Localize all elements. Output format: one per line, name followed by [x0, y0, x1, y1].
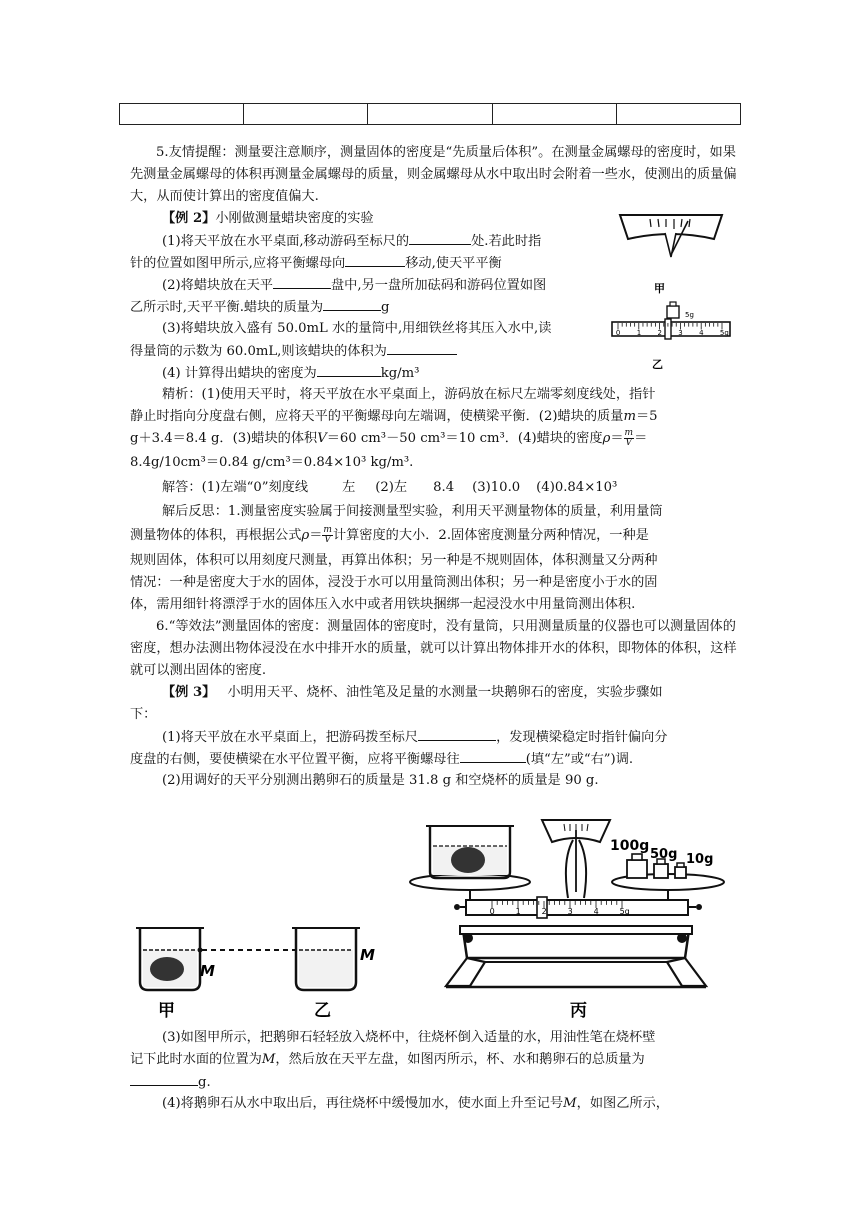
beaker-jia: [136, 928, 215, 990]
text: ，然后放在天平左盘，如图丙所示，杯、水和鹅卵石的总质量为: [275, 1052, 645, 1067]
text: ＝60 cm³－50 cm³＝10 cm³．(4)蜡块的密度: [326, 431, 603, 446]
text: 度盘的右侧，要使横梁在水平位置平衡，应将平衡螺母往: [130, 752, 460, 767]
example2-tag: 【例 2】: [162, 211, 216, 226]
example3-tag: 【例 3】: [162, 685, 216, 700]
answer-blank: [130, 1071, 198, 1086]
answer-blank: [409, 230, 471, 245]
example3-s3-line2: [130, 1049, 645, 1071]
text: (1)将天平放在水平桌面上，把游码拨至标尺: [162, 730, 419, 745]
analysis-line3: [130, 428, 647, 450]
example2-q3-line2: [130, 340, 457, 363]
symbol-rho: ρ: [602, 431, 611, 446]
ruler-tick-label: 4: [593, 907, 599, 916]
text: (1)将天平放在水平桌面,移动游码至标尺的: [162, 234, 410, 249]
reflection-line1: 解后反思：1.测量密度实验属于间接测量型实验，利用天平测量物体的质量，利用量筒: [162, 504, 663, 519]
text: (1)左端“0”刻度线: [201, 480, 309, 495]
text: 针的位置如图甲所示,应将平衡螺母向: [130, 256, 346, 271]
ruler-tick-label: 1: [515, 907, 521, 916]
answer-blank: [418, 726, 496, 741]
symbol-m: m: [623, 409, 636, 424]
ruler-tick-label: 5g: [719, 329, 729, 337]
weight: [667, 302, 694, 319]
example2-figure: [610, 205, 735, 375]
text: (4) 计算得出蜡块的密度为: [162, 366, 317, 381]
text: 移动,使天平平衡: [405, 256, 502, 271]
text: g.: [198, 1075, 211, 1090]
text: 盘中,另一盘所加砝码和游码位置如图: [331, 278, 547, 293]
text: 计算密度的大小．2.固体密度测量分两种情况，一种是: [332, 528, 649, 543]
unit: kg/m³: [380, 366, 420, 381]
text: ＝: [309, 528, 323, 543]
beaker-yi: [292, 928, 375, 990]
example3-s3-line1: (3)如图甲所示，把鹅卵石轻轻放入烧杯中，往烧杯倒入适量的水，用油性笔在烧杯壁: [162, 1030, 656, 1045]
ruler-tick-label: 0: [615, 329, 621, 337]
text: ＝: [610, 431, 624, 446]
text: 测量物体的体积，再根据公式: [130, 528, 302, 543]
example3-s2: (2)用调好的天平分别测出鹅卵石的质量是 31.8 g 和空烧杯的质量是 90 g.: [162, 773, 599, 788]
text: 静止时指向分度盘右侧，应将天平的平衡螺母向左端调，使横梁平衡．(2)蜡块的质量: [130, 409, 624, 424]
text: g＋3.4＝8.4 g．(3)蜡块的体积: [130, 431, 318, 446]
example3-heading: [162, 682, 663, 704]
text: g: [381, 300, 390, 315]
reflection-line4: 情况：一种是密度大于水的固体，浸没于水可以用量筒测出体积；另一种是密度小于水的固: [130, 575, 658, 590]
ruler-tick-label: 1: [636, 329, 642, 337]
pebble: [150, 957, 184, 981]
answer-blank: [317, 362, 381, 377]
balance-bing: [410, 820, 724, 987]
example2-q3-line1: [162, 318, 551, 340]
example3-title: 小明用天平、烧杯、油性笔及足量的水测量一块鹅卵石的密度，实验步骤如: [227, 685, 663, 700]
reflection-line3: 规则固体，体积可以用刻度尺测量，再算出体积；另一种是不规则固体，体积测量又分两种: [130, 553, 658, 568]
example2-q2-line1: [162, 274, 546, 297]
ruler-tick-label: 2: [657, 329, 662, 337]
weight-10g-label: 10g: [686, 852, 714, 867]
symbol-v: V: [317, 431, 327, 446]
answer-blank: [273, 274, 331, 289]
example3-s1-line2: [130, 748, 633, 771]
text: ，如图乙所示，: [576, 1096, 669, 1111]
analysis-line4: 8.4g/10cm³＝0.84 g/cm³＝0.84×10³ kg/m³.: [130, 455, 414, 470]
numerator: m: [624, 428, 634, 438]
ruler-tick-label: 0: [489, 907, 495, 916]
example2-q1-line1: [162, 230, 541, 253]
answer-blank: [387, 340, 457, 355]
text: 解答：: [162, 480, 202, 495]
denominator: V: [625, 438, 633, 448]
text: ＝5: [635, 409, 658, 424]
text: (2)将蜡块放在天平: [162, 278, 273, 293]
text: (3)将蜡块放入盛有 50.0mL 水的量筒中,用细铁丝将其压入水中,读: [162, 321, 552, 336]
label-jia: 甲: [158, 1001, 175, 1021]
example2-heading: [162, 208, 374, 230]
ruler-tick-label: 4: [699, 329, 704, 337]
fraction-m-over-v: [624, 429, 635, 448]
pebble: [451, 847, 485, 873]
reflection-line5: 体，需用细针将漂浮于水的固体压入水中或者用铁块捆绑一起浸没水中用量筒测出体积.: [130, 597, 636, 612]
reflection-line2: [130, 525, 649, 547]
answer-blank: [323, 296, 381, 311]
analysis-line2: [130, 406, 658, 428]
numerator: m: [323, 525, 332, 535]
example2-q2-line2: [130, 296, 389, 319]
text: (填“左”或“右”)调.: [525, 752, 634, 767]
text: ＝: [634, 431, 648, 446]
text: (4)将鹅卵石从水中取出后，再往烧杯中缓慢加水，使水面上升至记号: [162, 1096, 564, 1111]
label-bing: 丙: [570, 1001, 587, 1021]
mark-m: M: [360, 946, 375, 964]
symbol-rho: ρ: [301, 528, 310, 543]
ruler-tick-label: 3: [678, 329, 683, 337]
ruler-tick-label: 3: [567, 907, 573, 916]
symbol-m: M: [261, 1052, 276, 1067]
weight-100g-label: 100g: [610, 838, 650, 854]
mark-m: M: [200, 962, 215, 980]
example2-q4: [162, 362, 419, 385]
text: ，发现横梁稳定时指针偏向分: [496, 730, 668, 745]
ruler-tick-label: 2: [541, 907, 547, 916]
text: 左: [342, 480, 356, 495]
example3-figure: [130, 800, 730, 1022]
answer-blank: [345, 252, 405, 267]
paragraph-5: 5.友情提醒：测量要注意顺序，测量固体的密度是“先质量后体积”。在测量金属螺母的密度时，如果先测量金属螺母的体积再测量金属螺母的质量，则金属螺母从水中取出时会附着一些水，使测出的质量偏大，从而使计算出的密度值偏大.: [130, 145, 737, 204]
text: (4)0.84×10³: [536, 480, 618, 495]
symbol-m: M: [563, 1096, 577, 1111]
text: 乙所示时,天平平衡.蜡块的质量为: [130, 300, 324, 315]
example3-s1-line1: [162, 726, 668, 749]
example2-title: 小刚做测量蜡块密度的实验: [215, 211, 374, 226]
denominator: V: [324, 535, 331, 545]
text: (3)10.0: [472, 480, 521, 495]
ruler-tick-label: 5g: [619, 907, 630, 916]
example3-heading-cont: 下：: [130, 707, 157, 722]
analysis-line1: 精析：(1)使用天平时，将天平放在水平桌面上，游码放在标尺左端零刻度线处，指针: [162, 387, 656, 402]
scale-dial: [620, 215, 722, 257]
rider: [665, 319, 671, 339]
answer-blank: [460, 748, 526, 763]
text: 记下此时水面的位置为: [130, 1052, 262, 1067]
example2-q1-line2: [130, 252, 502, 275]
text: 得量筒的示数为 60.0mL,则该蜡块的体积为: [130, 344, 387, 359]
top-table-stub: [119, 103, 741, 125]
example3-s4-line1: [162, 1093, 669, 1115]
example3-s3-line3: [130, 1071, 211, 1094]
label-yi: 乙: [314, 1001, 331, 1021]
text: (2)左: [375, 480, 408, 495]
label-jia: 甲: [654, 282, 665, 295]
weight-50g-label: 50g: [650, 847, 678, 862]
fraction-m-over-v: [322, 526, 333, 545]
label-yi: 乙: [652, 358, 663, 371]
paragraph-6: 6.“等效法”测量固体的密度：测量固体的密度时，没有量筒，只用测量质量的仪器也可以测量固体的密度，想办法测出物体浸没在水中排开水的质量，就可以计算出物体排开水的体积，即物体的体积，这样就可以测出固体的密度.: [130, 619, 737, 678]
weight-label: 5g: [685, 311, 694, 319]
text: 8.4: [433, 480, 455, 495]
answer-line: [162, 477, 617, 499]
text: 处.若此时指: [471, 234, 542, 249]
ruler: [612, 319, 730, 339]
